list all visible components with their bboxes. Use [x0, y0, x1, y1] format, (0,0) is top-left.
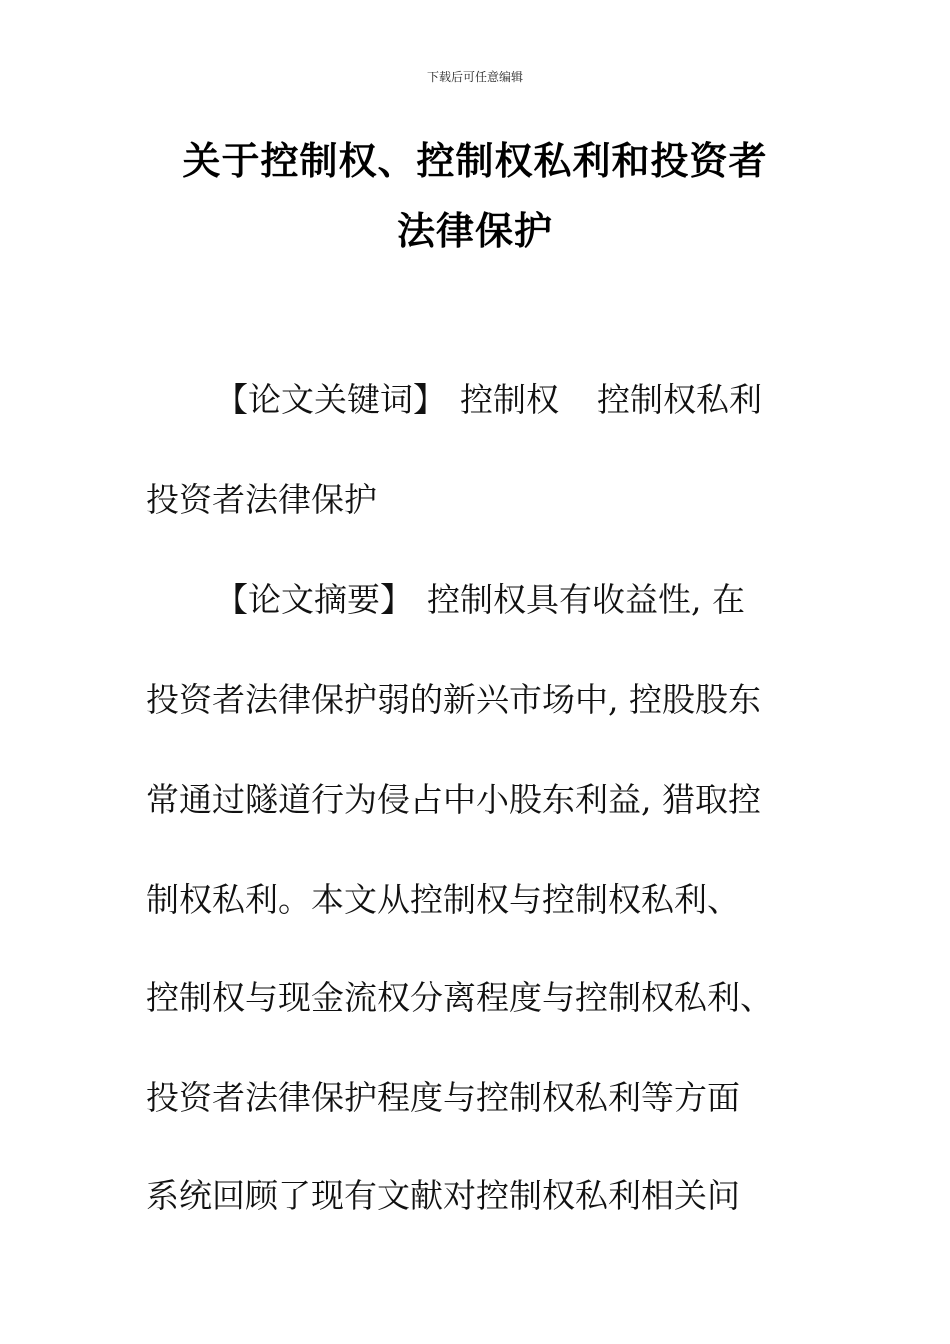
keyword-item: 投资者法律保护	[146, 480, 377, 519]
document-title-line-2: 法律保护	[396, 209, 553, 253]
keywords-label: 【论文关键词】	[215, 380, 446, 419]
keyword-item: 控制权私利	[597, 380, 762, 419]
abstract-text-line: 系统回顾了现有文献对控制权私利相关问	[146, 1176, 740, 1215]
abstract-text-line: 控制权与现金流权分离程度与控制权私利、	[146, 978, 773, 1017]
abstract-text-line: 控制权具有收益性, 在	[427, 580, 745, 619]
document-title-line-1: 关于控制权、控制权私利和投资者	[182, 139, 768, 183]
header-note: 下载后可任意编辑	[426, 70, 523, 84]
keyword-item: 控制权	[460, 380, 559, 419]
abstract-text-line: 投资者法律保护程度与控制权私利等方面	[146, 1078, 740, 1117]
abstract-text-line: 常通过隧道行为侵占中小股东利益, 猎取控	[146, 780, 761, 819]
abstract-label: 【论文摘要】	[215, 580, 413, 619]
keywords-line	[215, 380, 762, 420]
abstract-first-line	[215, 580, 745, 620]
keywords-line-2	[146, 480, 377, 520]
abstract-text-line: 制权私利。本文从控制权与控制权私利、	[146, 880, 740, 919]
abstract-text-line: 投资者法律保护弱的新兴市场中, 控股股东	[146, 680, 761, 719]
